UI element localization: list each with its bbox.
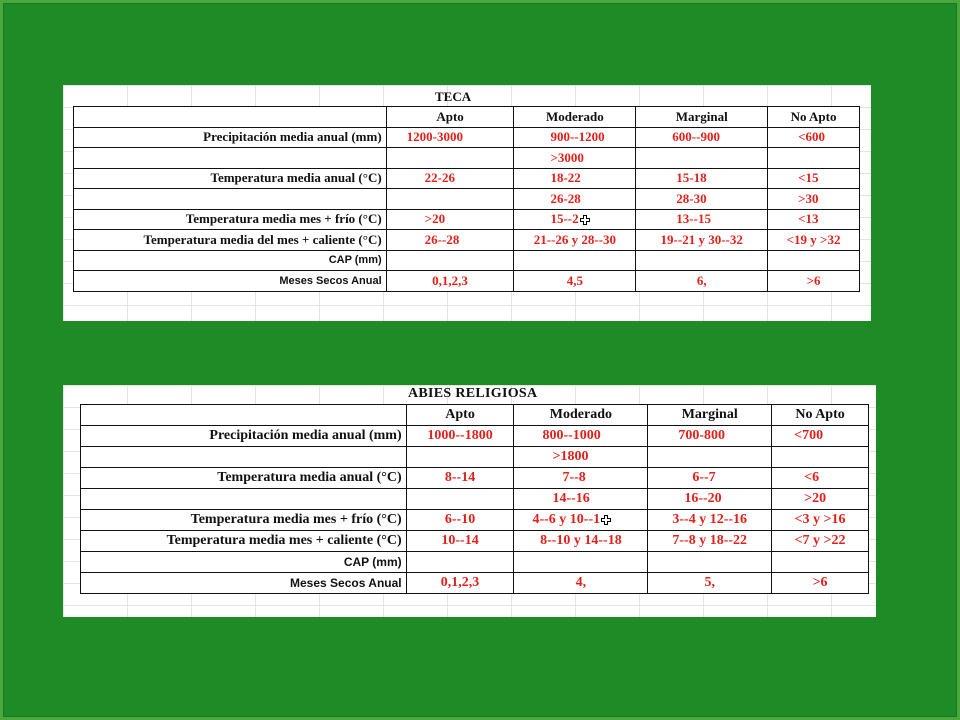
cell-apto: 22-26 xyxy=(386,168,514,189)
header-moderado: Moderado xyxy=(514,107,636,128)
cell-moderado: 18-22 xyxy=(514,168,636,189)
cell-moderado: 4, xyxy=(514,573,648,594)
cell-apto xyxy=(406,447,514,468)
cell-no-apto: <600 xyxy=(768,127,860,148)
cell-no-apto: >6 xyxy=(772,573,869,594)
header-marginal: Marginal xyxy=(648,405,772,426)
table-row xyxy=(74,127,860,148)
cell-moderado xyxy=(514,510,648,531)
header-corner-cell xyxy=(81,405,407,426)
row-label: Temperatura media anual (°C) xyxy=(74,168,387,189)
cell-moderado: 21--26 y 28--30 xyxy=(514,230,636,251)
header-apto: Apto xyxy=(406,405,514,426)
row-label xyxy=(74,148,387,169)
table-row xyxy=(74,148,860,169)
cell-apto: 6--10 xyxy=(406,510,514,531)
cell-moderado-text: 15--2 xyxy=(550,211,579,227)
cell-marginal: 6, xyxy=(636,271,768,292)
table-row xyxy=(74,209,860,230)
cell-no-apto: >30 xyxy=(768,189,860,210)
cell-moderado: 8--10 y 14--18 xyxy=(514,531,648,552)
row-label xyxy=(74,189,387,210)
table-header-row xyxy=(74,107,860,128)
cell-no-apto: <700 xyxy=(772,426,869,447)
cell-marginal: 13--15 xyxy=(636,209,768,230)
cell-marginal: 5, xyxy=(648,573,772,594)
cell-no-apto: <13 xyxy=(768,209,860,230)
cell-no-apto xyxy=(772,447,869,468)
table-row xyxy=(74,189,860,210)
cell-apto xyxy=(386,189,514,210)
table-row xyxy=(81,468,869,489)
header-apto: Apto xyxy=(386,107,514,128)
cell-no-apto: <6 xyxy=(772,468,869,489)
spreadsheet-teca xyxy=(63,85,871,321)
table-title-abies: ABIES RELIGIOSA xyxy=(408,386,538,401)
row-label xyxy=(81,489,407,510)
table-row xyxy=(81,573,869,594)
header-no-apto: No Apto xyxy=(772,405,869,426)
cell-apto: 10--14 xyxy=(406,531,514,552)
cell-apto: 0,1,2,3 xyxy=(386,271,514,292)
cell-marginal: 7--8 y 18--22 xyxy=(648,531,772,552)
cell-marginal: 700-800 xyxy=(648,426,772,447)
row-label: Meses Secos Anual xyxy=(74,271,387,292)
cell-moderado: 26-28 xyxy=(514,189,636,210)
cell-apto xyxy=(406,552,514,573)
row-label: Temperatura media mes + frío (°C) xyxy=(81,510,407,531)
cell-apto: 8--14 xyxy=(406,468,514,489)
cell-apto xyxy=(406,489,514,510)
table-row xyxy=(81,426,869,447)
cell-apto: 1200-3000 xyxy=(386,127,514,148)
cell-marginal: 16--20 xyxy=(648,489,772,510)
cell-no-apto: <15 xyxy=(768,168,860,189)
cell-moderado: 900--1200 xyxy=(514,127,636,148)
cell-moderado: 14--16 xyxy=(514,489,648,510)
table-row xyxy=(74,250,860,271)
cell-no-apto xyxy=(772,552,869,573)
header-moderado: Moderado xyxy=(514,405,648,426)
cell-moderado: >1800 xyxy=(514,447,648,468)
table-title-teca: TECA xyxy=(435,89,472,104)
cell-moderado: >3000 xyxy=(514,148,636,169)
cell-marginal xyxy=(636,250,768,271)
row-label: Precipitación media anual (mm) xyxy=(74,127,387,148)
cell-marginal: 3--4 y 12--16 xyxy=(648,510,772,531)
cell-apto xyxy=(386,148,514,169)
cell-moderado: 4,5 xyxy=(514,271,636,292)
header-corner-cell xyxy=(74,107,387,128)
cell-moderado xyxy=(514,209,636,230)
teca-table xyxy=(73,106,860,292)
abies-table xyxy=(80,404,869,594)
row-label: Temperatura media mes + frío (°C) xyxy=(74,209,387,230)
cell-marginal xyxy=(648,447,772,468)
row-label: Meses Secos Anual xyxy=(81,573,407,594)
cell-marginal xyxy=(636,148,768,169)
cell-marginal: 19--21 y 30--32 xyxy=(636,230,768,251)
spreadsheet-abies-religiosa xyxy=(63,385,876,617)
table-row xyxy=(74,271,860,292)
row-label: Temperatura media anual (°C) xyxy=(81,468,407,489)
cell-no-apto xyxy=(768,148,860,169)
row-label: Temperatura media del mes + caliente (°C) xyxy=(74,230,387,251)
header-marginal: Marginal xyxy=(636,107,768,128)
row-label xyxy=(81,447,407,468)
row-label: Precipitación media anual (mm) xyxy=(81,426,407,447)
cell-no-apto: <7 y >22 xyxy=(772,531,869,552)
cell-marginal: 15-18 xyxy=(636,168,768,189)
table-row xyxy=(81,489,869,510)
cell-no-apto: >6 xyxy=(768,271,860,292)
cell-apto xyxy=(386,250,514,271)
table-header-row xyxy=(81,405,869,426)
cell-apto: 26--28 xyxy=(386,230,514,251)
cell-moderado-text: 4--6 y 10--1 xyxy=(532,512,601,527)
table-row xyxy=(74,168,860,189)
cell-no-apto: <3 y >16 xyxy=(772,510,869,531)
cell-moderado xyxy=(514,552,648,573)
plus-cursor-icon xyxy=(580,215,590,225)
cell-marginal: 6--7 xyxy=(648,468,772,489)
cell-apto: >20 xyxy=(386,209,514,230)
row-label: CAP (mm) xyxy=(74,250,387,271)
cell-moderado xyxy=(514,250,636,271)
cell-marginal: 600--900 xyxy=(636,127,768,148)
cell-moderado: 800--1000 xyxy=(514,426,648,447)
plus-cursor-icon xyxy=(601,515,611,525)
cell-no-apto: <19 y >32 xyxy=(768,230,860,251)
table-row xyxy=(81,552,869,573)
header-no-apto: No Apto xyxy=(768,107,860,128)
cell-marginal xyxy=(648,552,772,573)
table-row xyxy=(81,531,869,552)
table-row xyxy=(74,230,860,251)
cell-marginal: 28-30 xyxy=(636,189,768,210)
row-label: CAP (mm) xyxy=(81,552,407,573)
row-label: Temperatura media mes + caliente (°C) xyxy=(81,531,407,552)
cell-apto: 1000--1800 xyxy=(406,426,514,447)
table-row xyxy=(81,447,869,468)
table-row xyxy=(81,510,869,531)
cell-moderado: 7--8 xyxy=(514,468,648,489)
cell-apto: 0,1,2,3 xyxy=(406,573,514,594)
cell-no-apto: >20 xyxy=(772,489,869,510)
cell-no-apto xyxy=(768,250,860,271)
